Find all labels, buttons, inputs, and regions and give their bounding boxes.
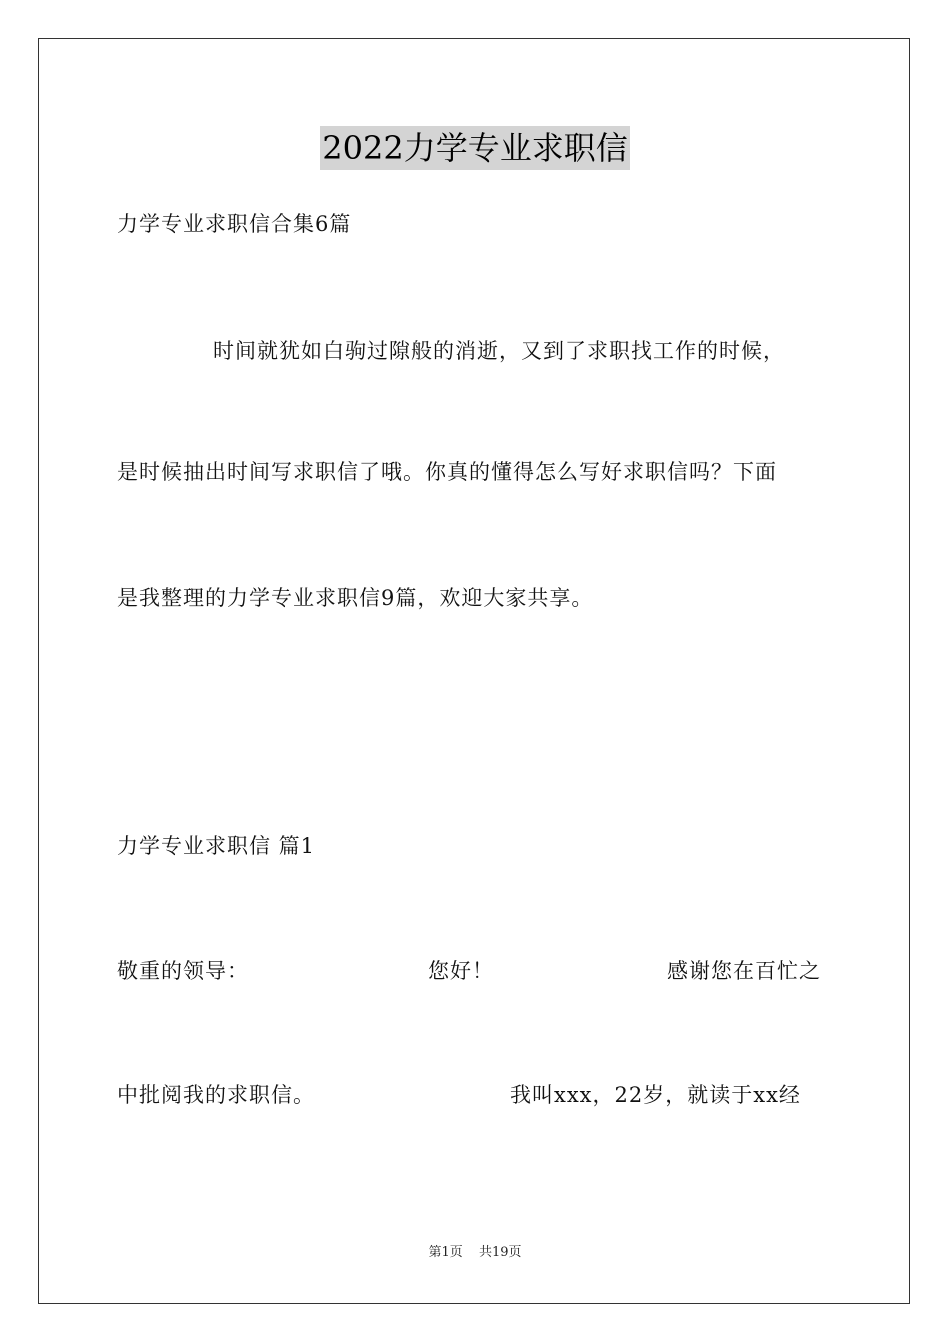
page-number: 第1页 — [428, 1245, 463, 1260]
letter-thanks-start: 感谢您在百忙之 — [667, 959, 821, 983]
letter-line-2-left: 中批阅我的求职信。 — [117, 1083, 315, 1107]
page-total: 共19页 — [478, 1245, 522, 1260]
document-title: 2022力学专业求职信 — [320, 126, 629, 170]
intro-line-1: 时间就犹如白驹过隙般的消逝，又到了求职找工作的时候， — [213, 339, 785, 363]
intro-line-2: 是时候抽出时间写求职信了哦。你真的懂得怎么写好求职信吗？下面 — [117, 460, 777, 484]
document-subtitle: 力学专业求职信合集6篇 — [117, 212, 352, 236]
page-footer — [0, 1244, 950, 1262]
letter-hello: 您好！ — [428, 959, 494, 983]
letter-line-2-right: 我叫xxx，22岁，就读于xx经 — [510, 1083, 801, 1107]
title-container — [0, 126, 950, 170]
intro-line-3: 是我整理的力学专业求职信9篇，欢迎大家共享。 — [117, 586, 594, 610]
letter-greeting: 敬重的领导： — [117, 959, 249, 983]
section-heading: 力学专业求职信 篇1 — [117, 834, 316, 858]
